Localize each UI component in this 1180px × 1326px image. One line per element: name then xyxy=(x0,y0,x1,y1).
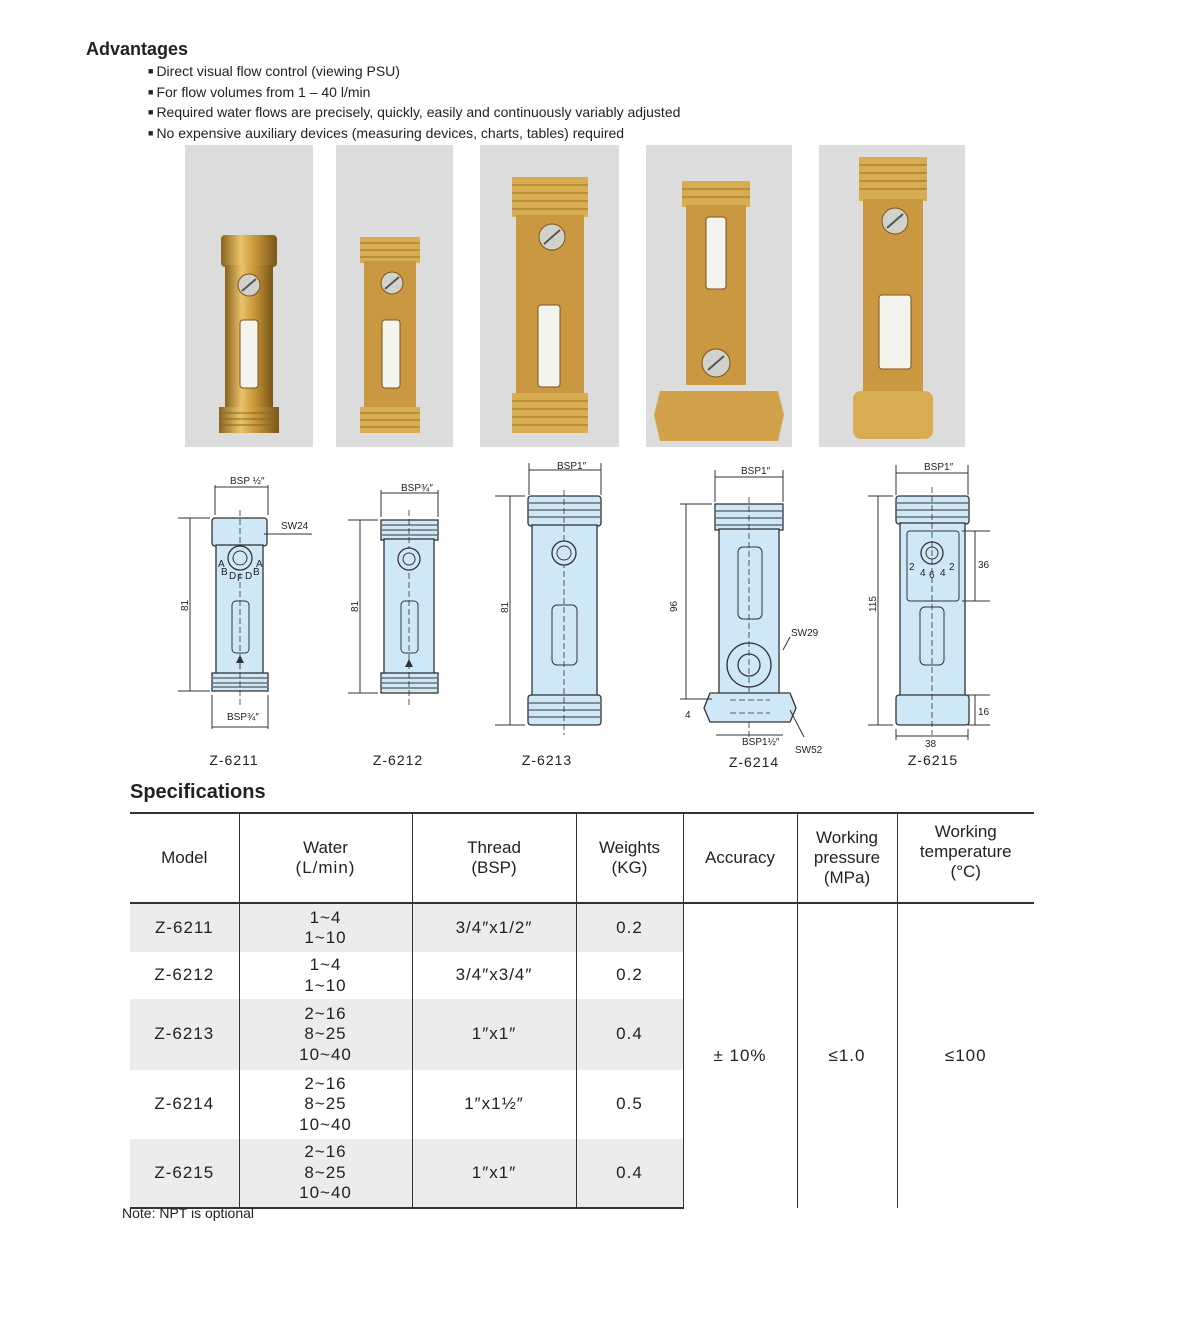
model-label: Z-6212 xyxy=(372,752,424,768)
z6213-length: 81 xyxy=(500,601,511,613)
drawing-z6215 xyxy=(868,462,990,750)
cell-weight: 0.4 xyxy=(576,999,683,1070)
cell-thread: 1″x1″ xyxy=(412,1139,576,1208)
model-label: Z-6214 xyxy=(728,754,780,770)
drawing-z6211 xyxy=(178,476,312,729)
svg-text:A: A xyxy=(256,559,263,570)
svg-text:2: 2 xyxy=(909,562,915,573)
cell-thread: 3/4″x3/4″ xyxy=(412,952,576,999)
cell-weight: 0.2 xyxy=(576,952,683,999)
header-water: Water (L/min) xyxy=(239,813,412,903)
model-label: Z-6215 xyxy=(907,752,959,768)
header-weights: Weights (KG) xyxy=(576,813,683,903)
svg-text:B: B xyxy=(253,567,260,578)
z6214-offset: 4 xyxy=(685,710,691,721)
z6215-width: 38 xyxy=(925,739,937,750)
drawing-z6213 xyxy=(495,461,601,735)
cell-thread: 3/4″x1/2″ xyxy=(412,903,576,952)
technical-drawings xyxy=(0,455,1180,755)
header-temperature: Working temperature (°C) xyxy=(897,813,1034,903)
cell-model: Z-6213 xyxy=(130,999,239,1070)
z6215-thread-top: BSP1″ xyxy=(924,462,954,473)
advantages-list xyxy=(148,62,680,145)
advantage-item: ■ No expensive auxiliary devices (measuring devices, charts, tables) required xyxy=(148,124,680,145)
z6214-length: 96 xyxy=(669,600,680,612)
cell-water: 1~4 1~10 xyxy=(239,903,412,952)
cell-temperature: ≤100 xyxy=(897,903,1034,1208)
note: Note: NPT is optional xyxy=(122,1205,255,1221)
cell-water: 1~4 1~10 xyxy=(239,952,412,999)
product-photo-z6214 xyxy=(646,145,792,447)
cell-water: 2~16 8~25 10~40 xyxy=(239,1139,412,1208)
product-photo-z6215 xyxy=(819,145,965,447)
cell-weight: 0.5 xyxy=(576,1070,683,1139)
drawing-z6214 xyxy=(669,466,823,755)
cell-thread: 1″x1½″ xyxy=(412,1070,576,1139)
model-label: Z-6211 xyxy=(209,752,259,768)
model-label: Z-6213 xyxy=(521,752,573,768)
table-header-row xyxy=(130,813,1034,903)
header-thread: Thread (BSP) xyxy=(412,813,576,903)
svg-text:4: 4 xyxy=(920,568,926,579)
z6215-dim-a: 36 xyxy=(978,560,990,571)
svg-text:2: 2 xyxy=(949,562,955,573)
z6211-sw: SW24 xyxy=(281,521,309,532)
z6211-length: 81 xyxy=(180,599,191,611)
z6213-thread-top: BSP1″ xyxy=(557,461,587,472)
svg-text:6: 6 xyxy=(929,570,935,581)
cell-model: Z-6215 xyxy=(130,1139,239,1208)
z6212-length: 81 xyxy=(350,600,361,612)
specifications-title: Specifications xyxy=(130,781,266,803)
advantage-item: ■ Direct visual flow control (viewing PSU) xyxy=(148,62,680,83)
svg-text:F: F xyxy=(237,573,244,584)
product-photo-z6212 xyxy=(336,145,453,447)
svg-text:4: 4 xyxy=(940,568,946,579)
cell-model: Z-6214 xyxy=(154,1094,215,1114)
specifications-table xyxy=(130,812,1034,1209)
z6215-length: 115 xyxy=(868,596,879,612)
header-model: Model xyxy=(130,813,239,903)
product-photo-z6213 xyxy=(480,145,619,447)
svg-text:D: D xyxy=(245,571,253,582)
advantage-item: ■ For flow volumes from 1 – 40 l/min xyxy=(148,83,680,104)
z6214-thread-top: BSP1″ xyxy=(741,466,771,477)
drawing-z6212 xyxy=(348,483,438,705)
advantage-item: ■ Required water flows are precisely, quickly, easily and continuously variably adjusted xyxy=(148,103,680,124)
svg-text:D: D xyxy=(229,571,237,582)
cell-model: Z-6212 xyxy=(154,965,215,985)
cell-weight: 0.2 xyxy=(576,903,683,952)
cell-pressure: ≤1.0 xyxy=(797,903,897,1208)
svg-text:A: A xyxy=(218,559,225,570)
cell-water: 2~16 8~25 10~40 xyxy=(239,1070,412,1139)
z6211-thread-top: BSP ½″ xyxy=(230,476,265,487)
cell-thread: 1″x1″ xyxy=(412,999,576,1070)
cell-water: 2~16 8~25 10~40 xyxy=(239,999,412,1070)
z6212-thread-top: BSP¾″ xyxy=(401,483,433,494)
cell-weight: 0.4 xyxy=(576,1139,683,1208)
header-pressure: Working pressure (MPa) xyxy=(797,813,897,903)
svg-text:B: B xyxy=(221,567,228,578)
table-row xyxy=(130,903,1034,952)
z6211-thread-bottom: BSP¾″ xyxy=(227,712,259,723)
z6214-thread-bottom: BSP1½″ xyxy=(742,737,780,748)
advantages-title: Advantages xyxy=(86,39,189,59)
z6214-sw-bottom: SW52 xyxy=(795,745,823,755)
z6215-dim-b: 16 xyxy=(978,707,990,718)
z6214-sw-top: SW29 xyxy=(791,628,819,639)
product-photo-z6211 xyxy=(185,145,313,447)
cell-accuracy: ± 10% xyxy=(683,903,797,1208)
cell-model: Z-6211 xyxy=(130,903,239,952)
header-accuracy: Accuracy xyxy=(683,813,797,903)
